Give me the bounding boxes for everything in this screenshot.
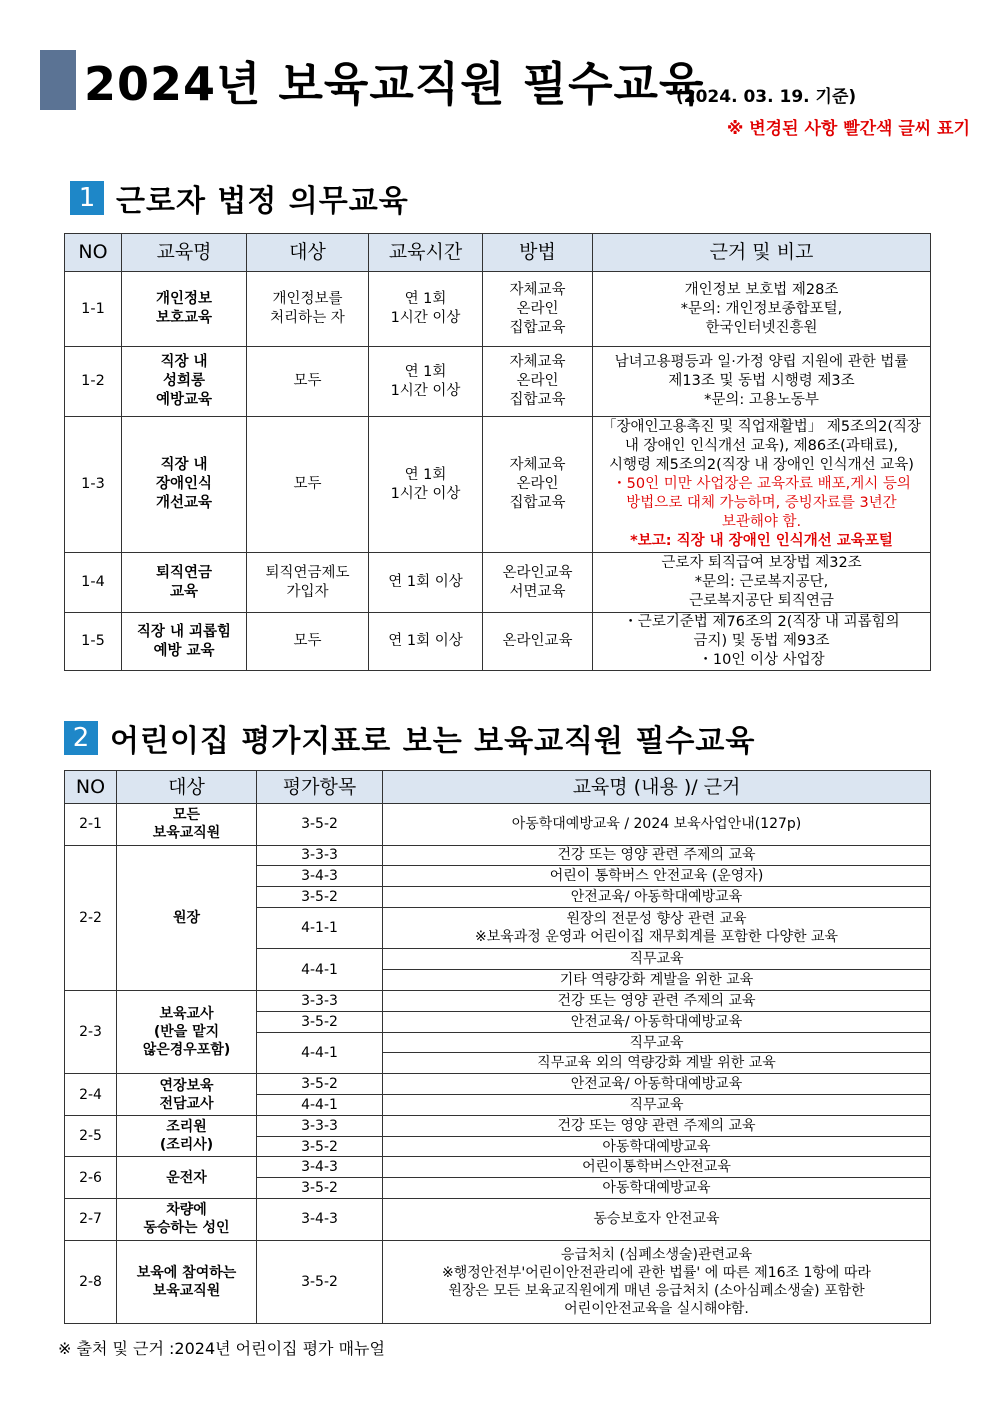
evaluation-item-code: 3-4-3 bbox=[257, 866, 383, 887]
education-method bbox=[483, 272, 593, 347]
education-basis bbox=[593, 417, 931, 553]
education-target-line: 보육교직원 bbox=[152, 1282, 221, 1299]
education-name-line: 직장 내 괴롭힘 bbox=[136, 623, 232, 640]
column-header: 근거 및 비고 bbox=[593, 234, 931, 272]
education-basis-line: 「장애인고용촉진 및 직업재활법」 제5조의2(직장 bbox=[601, 419, 922, 435]
education-name-line: 직장 내 bbox=[160, 354, 208, 370]
table-row bbox=[65, 553, 931, 613]
education-content bbox=[383, 1074, 931, 1095]
education-content: 직무교육 bbox=[383, 949, 931, 970]
education-target-line: 개인정보를 bbox=[272, 291, 343, 307]
education-time-line: 연 1회 bbox=[404, 466, 447, 483]
education-name-line: 장애인식 bbox=[155, 476, 213, 492]
legal-education-table bbox=[64, 233, 931, 671]
education-basis-line: 근로복지공단 퇴직연금 bbox=[689, 593, 834, 609]
education-name bbox=[122, 347, 247, 417]
education-content-line: 아동학대예방교육 bbox=[602, 1180, 711, 1197]
education-name-line: 예방 교육 bbox=[153, 642, 215, 659]
education-target-line: 모두 bbox=[293, 373, 322, 389]
education-basis-line: 금지) 및 동법 제93조 bbox=[693, 633, 830, 649]
education-time bbox=[369, 272, 483, 347]
education-method-line: 집합교육 bbox=[509, 392, 566, 408]
evaluation-education-table bbox=[64, 770, 931, 1324]
education-content-line: 아동학대예방교육 / 2024 보육사업안내(127p) bbox=[511, 816, 802, 833]
education-content bbox=[383, 1136, 931, 1157]
table-row bbox=[65, 1115, 931, 1136]
education-target bbox=[117, 845, 257, 991]
education-basis bbox=[593, 613, 931, 671]
education-method bbox=[483, 613, 593, 671]
column-header: 교육명 bbox=[122, 234, 247, 272]
table-row bbox=[65, 347, 931, 417]
row-number: 1-4 bbox=[65, 553, 122, 613]
education-target-line: 모두 bbox=[293, 633, 322, 649]
education-content bbox=[383, 887, 931, 908]
row-number: 2-7 bbox=[65, 1199, 117, 1241]
education-content-line: 직무교육 bbox=[629, 1096, 684, 1113]
education-method-line: 온라인 bbox=[516, 476, 559, 492]
row-number: 2-3 bbox=[65, 991, 117, 1074]
education-target-line: 차량에 bbox=[166, 1202, 207, 1219]
education-content: 직무교육 bbox=[383, 1032, 931, 1053]
basis-report-line: *보고: 직장 내 장애인 인식개선 교육포털 bbox=[630, 533, 893, 549]
evaluation-item-code: 3-4-3 bbox=[257, 1157, 383, 1178]
row-number: 2-6 bbox=[65, 1157, 117, 1199]
education-name bbox=[122, 417, 247, 553]
education-basis bbox=[593, 553, 931, 613]
education-content-line: 응급처치 (심폐소생술)관련교육 bbox=[560, 1246, 753, 1263]
row-number: 1-3 bbox=[65, 417, 122, 553]
education-basis-line: 시행령 제5조의2(직장 내 장애인 인식개선 교육) bbox=[609, 457, 914, 473]
education-target-line: 전담교사 bbox=[159, 1095, 214, 1112]
education-target bbox=[247, 272, 369, 347]
education-target-line: 보육교사 bbox=[159, 1006, 214, 1023]
education-content-line: 건강 또는 영양 관련 주제의 교육 bbox=[557, 1117, 756, 1134]
section1-number: 1 bbox=[70, 181, 104, 215]
education-content-line: ※행정안전부'어린이안전관리에 관한 법률' 에 따른 제16조 1항에 따라 bbox=[442, 1264, 871, 1281]
evaluation-item-code: 3-5-2 bbox=[257, 1240, 383, 1323]
education-content bbox=[383, 1095, 931, 1116]
education-name-line: 성희롱 bbox=[162, 373, 206, 389]
education-method-line: 서면교육 bbox=[509, 583, 566, 600]
education-basis bbox=[593, 272, 931, 347]
evaluation-item-code: 3-5-2 bbox=[257, 887, 383, 908]
education-content bbox=[383, 1240, 931, 1323]
evaluation-item-code: 3-5-2 bbox=[257, 1011, 383, 1032]
table-row bbox=[65, 804, 931, 846]
education-method-line: 온라인교육 bbox=[502, 633, 573, 649]
education-content bbox=[383, 1178, 931, 1199]
education-target bbox=[117, 1199, 257, 1241]
education-target-line: 퇴직연금제도 bbox=[265, 564, 350, 581]
column-header: 대상 bbox=[117, 771, 257, 804]
education-content: 기타 역량강화 계발을 위한 교육 bbox=[383, 970, 931, 991]
education-name-line: 직장 내 bbox=[160, 457, 208, 473]
education-basis-line: ・근로기준법 제76조의 2(직장 내 괴롭힘의 bbox=[623, 614, 900, 630]
education-target bbox=[247, 417, 369, 553]
column-header: 대상 bbox=[247, 234, 369, 272]
row-number: 1-1 bbox=[65, 272, 122, 347]
education-target-line: (조리사) bbox=[159, 1137, 214, 1154]
education-target bbox=[117, 1240, 257, 1323]
education-time-line: 연 1회 이상 bbox=[388, 574, 463, 590]
education-method-line: 집합교육 bbox=[509, 319, 566, 336]
section2-number: 2 bbox=[64, 721, 98, 755]
column-header: 평가항목 bbox=[257, 771, 383, 804]
education-content bbox=[383, 907, 931, 949]
section1-title: 근로자 법정 의무교육 bbox=[116, 184, 409, 219]
education-basis-line: 근로자 퇴직급여 보장법 제32조 bbox=[661, 555, 862, 571]
table-row bbox=[65, 1240, 931, 1323]
table-row bbox=[65, 1074, 931, 1095]
education-target-line: (반을 맡지 bbox=[153, 1024, 220, 1041]
section2-title: 어린이집 평가지표로 보는 보육교직원 필수교육 bbox=[110, 724, 756, 759]
education-content: 직무교육 외의 역량강화 계발 위한 교육 bbox=[383, 1053, 931, 1074]
evaluation-item-code: 3-5-2 bbox=[257, 804, 383, 846]
education-target-line: 처리하는 자 bbox=[270, 310, 345, 326]
education-target-line: 가입자 bbox=[286, 583, 329, 600]
education-basis-line: 개인정보 보호법 제28조 bbox=[684, 281, 839, 298]
basis-note-line: 보관해야 함. bbox=[721, 514, 802, 530]
evaluation-item-code: 3-3-3 bbox=[257, 991, 383, 1012]
education-target-line: 운전자 bbox=[166, 1169, 207, 1186]
education-target-line: 보육교직원 bbox=[152, 825, 221, 842]
education-content-line: 안전교육/ 아동학대예방교육 bbox=[570, 888, 743, 905]
education-target-line: 보육에 참여하는 bbox=[136, 1264, 237, 1281]
education-basis-line: 한국인터넷진흥원 bbox=[705, 319, 818, 336]
row-number: 2-4 bbox=[65, 1074, 117, 1116]
education-content bbox=[383, 845, 931, 866]
education-method bbox=[483, 347, 593, 417]
page-title: 2024년 보육교직원 필수교육 bbox=[84, 57, 705, 111]
education-content-line: 원장의 전문성 향상 관련 교육 bbox=[566, 911, 747, 928]
education-target-line: 원장 bbox=[172, 909, 201, 926]
education-content-line: 안전교육/ 아동학대예방교육 bbox=[570, 1076, 743, 1093]
education-method-line: 온라인 bbox=[516, 300, 559, 317]
education-name-line: 보호교육 bbox=[155, 310, 213, 326]
section2-heading bbox=[64, 716, 755, 760]
education-target bbox=[117, 1157, 257, 1199]
education-content-line: 건강 또는 영양 관련 주제의 교육 bbox=[557, 847, 756, 864]
education-target bbox=[247, 347, 369, 417]
table-row bbox=[65, 272, 931, 347]
education-target bbox=[117, 1115, 257, 1157]
education-time-line: 연 1회 bbox=[404, 363, 447, 380]
table-row bbox=[65, 417, 931, 553]
source-footnote: ※ 출처 및 근거 :2024년 어린이집 평가 매뉴얼 bbox=[58, 1339, 385, 1358]
education-name bbox=[122, 553, 247, 613]
title-accent-bar bbox=[40, 50, 76, 110]
education-basis-line: *문의: 근로복지공단, bbox=[694, 574, 829, 590]
education-method-line: 자체교육 bbox=[509, 457, 566, 473]
education-method-line: 온라인 bbox=[516, 373, 559, 389]
education-method-line: 자체교육 bbox=[509, 354, 566, 370]
column-header: NO bbox=[65, 234, 122, 272]
table-row bbox=[65, 991, 931, 1012]
row-number: 2-1 bbox=[65, 804, 117, 846]
education-time-line: 1시간 이상 bbox=[390, 310, 461, 326]
education-target bbox=[117, 1074, 257, 1116]
education-method-line: 온라인교육 bbox=[502, 564, 573, 581]
education-basis-line: 남녀고용평등과 일·가정 양립 지원에 관한 법률 bbox=[614, 354, 909, 370]
education-name-line: 개선교육 bbox=[155, 495, 213, 511]
education-basis-line: *문의: 개인정보종합포털, bbox=[680, 300, 843, 317]
education-content bbox=[383, 1199, 931, 1241]
education-method bbox=[483, 553, 593, 613]
evaluation-item-code: 4-4-1 bbox=[257, 1095, 383, 1116]
education-content-line: 어린이 통학버스 안전교육 (운영자) bbox=[549, 868, 764, 885]
education-name-line: 예방교육 bbox=[155, 392, 213, 408]
evaluation-item-code: 3-3-3 bbox=[257, 1115, 383, 1136]
column-header: 방법 bbox=[483, 234, 593, 272]
column-header: 교육명 (내용 )/ 근거 bbox=[383, 771, 931, 804]
education-content bbox=[383, 1011, 931, 1032]
evaluation-item-code: 4-1-1 bbox=[257, 907, 383, 949]
education-time-line: 연 1회 이상 bbox=[388, 633, 463, 649]
education-content bbox=[383, 991, 931, 1012]
education-content bbox=[383, 1157, 931, 1178]
education-method-line: 집합교육 bbox=[509, 495, 566, 511]
education-time bbox=[369, 347, 483, 417]
education-name-line: 교육 bbox=[169, 583, 198, 600]
education-basis-line: *문의: 고용노동부 bbox=[704, 392, 819, 408]
education-basis bbox=[593, 347, 931, 417]
evaluation-item-code: 4-4-1 bbox=[257, 949, 383, 991]
row-number: 2-8 bbox=[65, 1240, 117, 1323]
education-basis-line: ・10인 이상 사업장 bbox=[698, 652, 825, 668]
change-notice: ※ 변경된 사항 빨간색 글씨 표기 bbox=[726, 119, 970, 139]
row-number: 2-5 bbox=[65, 1115, 117, 1157]
evaluation-item-code: 4-4-1 bbox=[257, 1032, 383, 1074]
evaluation-item-code: 3-4-3 bbox=[257, 1199, 383, 1241]
education-content-line: 원장은 모든 보육교직원에게 매년 응급처치 (소아심폐소생술) 포함한 bbox=[448, 1282, 865, 1299]
education-target-line: 연장보육 bbox=[159, 1077, 214, 1094]
education-name bbox=[122, 613, 247, 671]
education-time-line: 1시간 이상 bbox=[390, 485, 461, 502]
row-number: 1-5 bbox=[65, 613, 122, 671]
education-target bbox=[117, 991, 257, 1074]
education-content-line: 동승보호자 안전교육 bbox=[593, 1211, 720, 1228]
education-target-line: 모든 bbox=[172, 807, 201, 824]
title-date: (2024. 03. 19. 기준) bbox=[676, 87, 857, 107]
education-time bbox=[369, 417, 483, 553]
education-basis-line: 내 장애인 인식개선 교육), 제86조(과태료), bbox=[624, 438, 899, 454]
education-time bbox=[369, 613, 483, 671]
column-header: NO bbox=[65, 771, 117, 804]
education-time bbox=[369, 553, 483, 613]
table-row bbox=[65, 845, 931, 866]
education-content bbox=[383, 804, 931, 846]
education-target bbox=[247, 613, 369, 671]
education-time-line: 1시간 이상 bbox=[390, 382, 461, 399]
evaluation-item-code: 3-3-3 bbox=[257, 845, 383, 866]
education-name bbox=[122, 272, 247, 347]
table-row bbox=[65, 1157, 931, 1178]
education-target-line: 않은경우포함) bbox=[142, 1042, 231, 1059]
basis-note-line: 방법으로 대체 가능하며, 증빙자료를 3년간 bbox=[626, 495, 897, 511]
education-target bbox=[247, 553, 369, 613]
evaluation-item-code: 3-5-2 bbox=[257, 1178, 383, 1199]
education-content bbox=[383, 1115, 931, 1136]
table-row bbox=[65, 613, 931, 671]
education-content-line: 안전교육/ 아동학대예방교육 bbox=[570, 1013, 743, 1030]
row-number: 2-2 bbox=[65, 845, 117, 991]
education-target-line: 동승하는 성인 bbox=[143, 1220, 230, 1237]
education-name-line: 퇴직연금 bbox=[155, 564, 213, 581]
evaluation-item-code: 3-5-2 bbox=[257, 1136, 383, 1157]
education-name-line: 개인정보 bbox=[155, 291, 213, 307]
education-content-line: 건강 또는 영양 관련 주제의 교육 bbox=[557, 992, 756, 1009]
education-target bbox=[117, 804, 257, 846]
education-target-line: 조리원 bbox=[166, 1119, 207, 1136]
education-method bbox=[483, 417, 593, 553]
education-target-line: 모두 bbox=[293, 476, 322, 492]
basis-note-line: ・50인 미만 사업장은 교육자료 배포,게시 등의 bbox=[612, 476, 911, 492]
education-basis-line: 제13조 및 동법 시행령 제3조 bbox=[668, 373, 855, 389]
education-content-line: ※보육과정 운영과 어린이집 재무회계를 포함한 다양한 교육 bbox=[474, 929, 838, 946]
section1-heading bbox=[70, 176, 409, 220]
table-row bbox=[65, 1199, 931, 1241]
education-time-line: 연 1회 bbox=[404, 291, 447, 307]
education-content-line: 어린이안전교육을 실시해야함. bbox=[564, 1300, 749, 1317]
education-content-line: 아동학대예방교육 bbox=[602, 1138, 711, 1155]
education-content-line: 어린이통학버스안전교육 bbox=[582, 1159, 731, 1176]
education-method-line: 자체교육 bbox=[509, 281, 566, 298]
column-header: 교육시간 bbox=[369, 234, 483, 272]
evaluation-item-code: 3-5-2 bbox=[257, 1074, 383, 1095]
education-content bbox=[383, 866, 931, 887]
row-number: 1-2 bbox=[65, 347, 122, 417]
